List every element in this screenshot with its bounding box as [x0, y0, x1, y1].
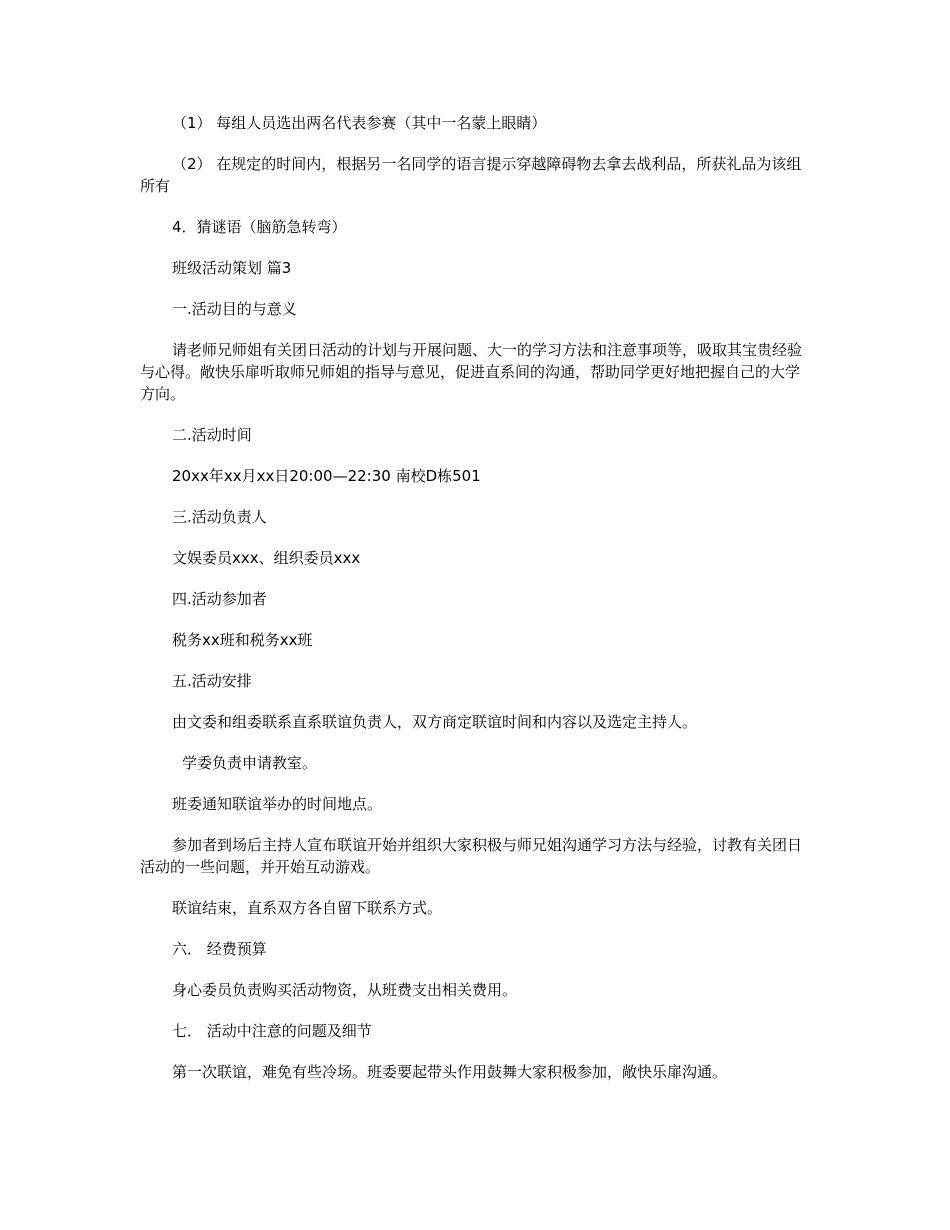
- paragraph-17: 参加者到场后主持人宣布联谊开始并组织大家积极与师兄姐沟通学习方法与经验，讨教有关团日活动的一些问题，并开始互动游戏。: [140, 836, 803, 876]
- paragraph-16: 班委通知联谊举办的时间地点。: [172, 795, 383, 813]
- paragraph-19: 六． 经费预算: [172, 940, 267, 958]
- paragraph-4: 班级活动策划 篇3: [172, 259, 292, 277]
- paragraph-11: 四.活动参加者: [172, 590, 267, 608]
- document-body: [140, 112, 812, 1102]
- paragraph-2: （2） 在规定的时间内，根据另一名同学的语言提示穿越障碍物去拿去战利品，所获礼品为该组所有: [140, 155, 802, 195]
- paragraph-3: 4．猜谜语（脑筋急转弯）: [172, 218, 347, 236]
- paragraph-10: 文娱委员xxx、组织委员xxx: [172, 549, 361, 567]
- paragraph-8: 20xx年xx月xx日20:00—22:30 南校D栋501: [172, 467, 481, 485]
- paragraph-20: 身心委员负责购买活动物资，从班费支出相关费用。: [172, 981, 518, 999]
- paragraph-9: 三.活动负责人: [172, 508, 267, 526]
- paragraph-18: 联谊结束，直系双方各自留下联系方式。: [172, 899, 443, 917]
- paragraph-21: 七． 活动中注意的问题及细节: [172, 1022, 372, 1040]
- paragraph-7: 二.活动时间: [172, 426, 252, 444]
- paragraph-22: 第一次联谊，难免有些冷场。班委要起带头作用鼓舞大家积极参加，敞快乐扉沟通。: [172, 1063, 728, 1081]
- paragraph-14: 由文委和组委联系直系联谊负责人，双方商定联谊时间和内容以及选定主持人。: [172, 713, 698, 731]
- paragraph-1: （1） 每组人员选出两名代表参赛（其中一名蒙上眼睛）: [172, 114, 547, 132]
- paragraph-15: 学委负责申请教室。: [182, 754, 318, 772]
- paragraph-13: 五.活动安排: [172, 672, 252, 690]
- paragraph-6: 请老师兄师姐有关团日活动的计划与开展问题、大一的学习方法和注意事项等，吸取其宝贵经验与心得。敞快乐扉听取师兄师姐的指导与意见，促进直系间的沟通，帮助同学更好地把握自己的大学方向。: [140, 341, 803, 403]
- paragraph-12: 税务xx班和税务xx班: [172, 631, 313, 649]
- paragraph-5: 一.活动目的与意义: [172, 300, 297, 318]
